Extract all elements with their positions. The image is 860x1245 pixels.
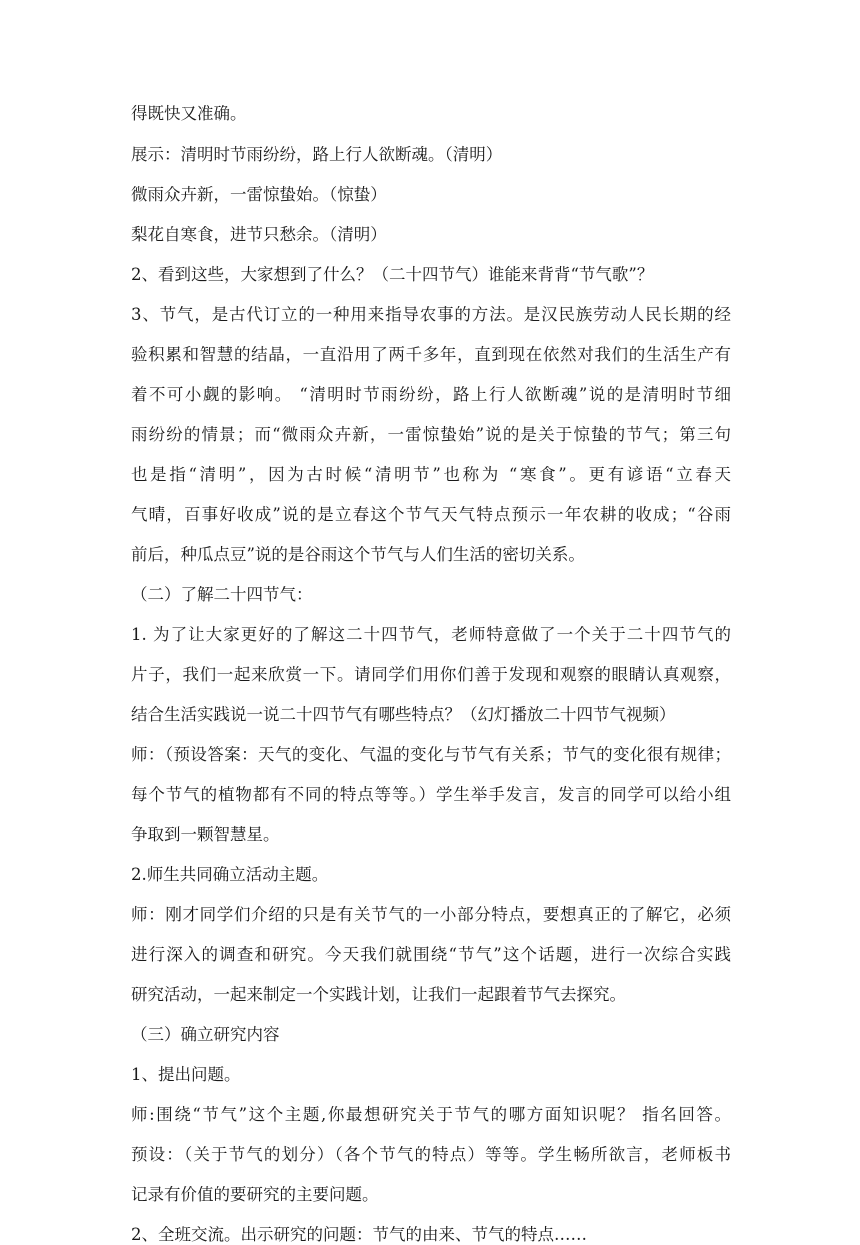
section-heading: （三）确立研究内容 [131,1025,280,1044]
text-line: 梨花自寒食，进节只愁余。（清明） [131,225,387,244]
text-line: 2.师生共同确立活动主题。 [131,865,329,884]
text-line: 2、全班交流。出示研究的问题：节气的由来、节气的特点…… [131,1225,587,1244]
text-line: 也是指“清明”，因为古时候“清明节”也称为 “寒食”。更有谚语“立春天 [131,465,731,484]
text-line: 进行深入的调查和研究。今天我们就围绕“节气”这个话题，进行一次综合实践 [131,945,731,964]
text-line: 着不可小觑的影响。 “清明时节雨纷纷，路上行人欲断魂”说的是清明时节细 [131,385,731,404]
text-line: 结合生活实践说一说二十四节气有哪些特点？（幻灯播放二十四节气视频） [131,705,676,724]
text-line: 师:围绕“节气”这个主题,你最想研究关于节气的哪方面知识呢？ 指名回答。 [131,1105,731,1124]
text-line: 师：刚才同学们介绍的只是有关节气的一小部分特点，要想真正的了解它，必须 [131,905,731,924]
text-line: 争取到一颗智慧星。 [131,825,280,844]
text-line: 研究活动，一起来制定一个实践计划，让我们一起跟着节气去探究。 [131,985,626,1004]
text-line: 雨纷纷的情景；而“微雨众卉新，一雷惊蛰始”说的是关于惊蛰的节气；第三句 [131,425,731,444]
text-line: 微雨众卉新，一雷惊蛰始。（惊蛰） [131,185,387,204]
text-line: 每个节气的植物都有不同的特点等等。）学生举手发言，发言的同学可以给小组 [131,785,731,804]
text-line: 展示：清明时节雨纷纷，路上行人欲断魂。（清明） [131,145,503,164]
text-line: 得既快又准确。 [131,104,247,123]
text-line: 前后，种瓜点豆”说的是谷雨这个节气与人们生活的密切关系。 [131,545,585,564]
text-line: 1. 为了让大家更好的了解这二十四节气，老师特意做了一个关于二十四节气的 [131,625,731,644]
text-line: 3、节气，是古代订立的一种用来指导农事的方法。是汉民族劳动人民长期的经 [131,305,731,324]
text-line: 记录有价值的要研究的主要问题。 [131,1185,379,1204]
text-line: 师：（预设答案：天气的变化、气温的变化与节气有关系；节气的变化很有规律； [131,745,731,764]
text-line: 片子，我们一起来欣赏一下。请同学们用你们善于发现和观察的眼睛认真观察， [131,665,731,684]
text-line: 预设：（关于节气的划分）（各个节气的特点）等等。学生畅所欲言，老师板书 [131,1145,731,1164]
text-line: 1、提出问题。 [131,1065,241,1084]
text-line: 2、看到这些，大家想到了什么？（二十四节气）谁能来背背“节气歌”？ [131,265,654,284]
text-line: 气晴，百事好收成”说的是立春这个节气天气特点预示一年农耕的收成；“谷雨 [131,505,731,524]
section-heading: （二）了解二十四节气： [131,585,313,604]
text-line: 验积累和智慧的结晶，一直沿用了两千多年，直到现在依然对我们的生活生产有 [131,345,731,364]
